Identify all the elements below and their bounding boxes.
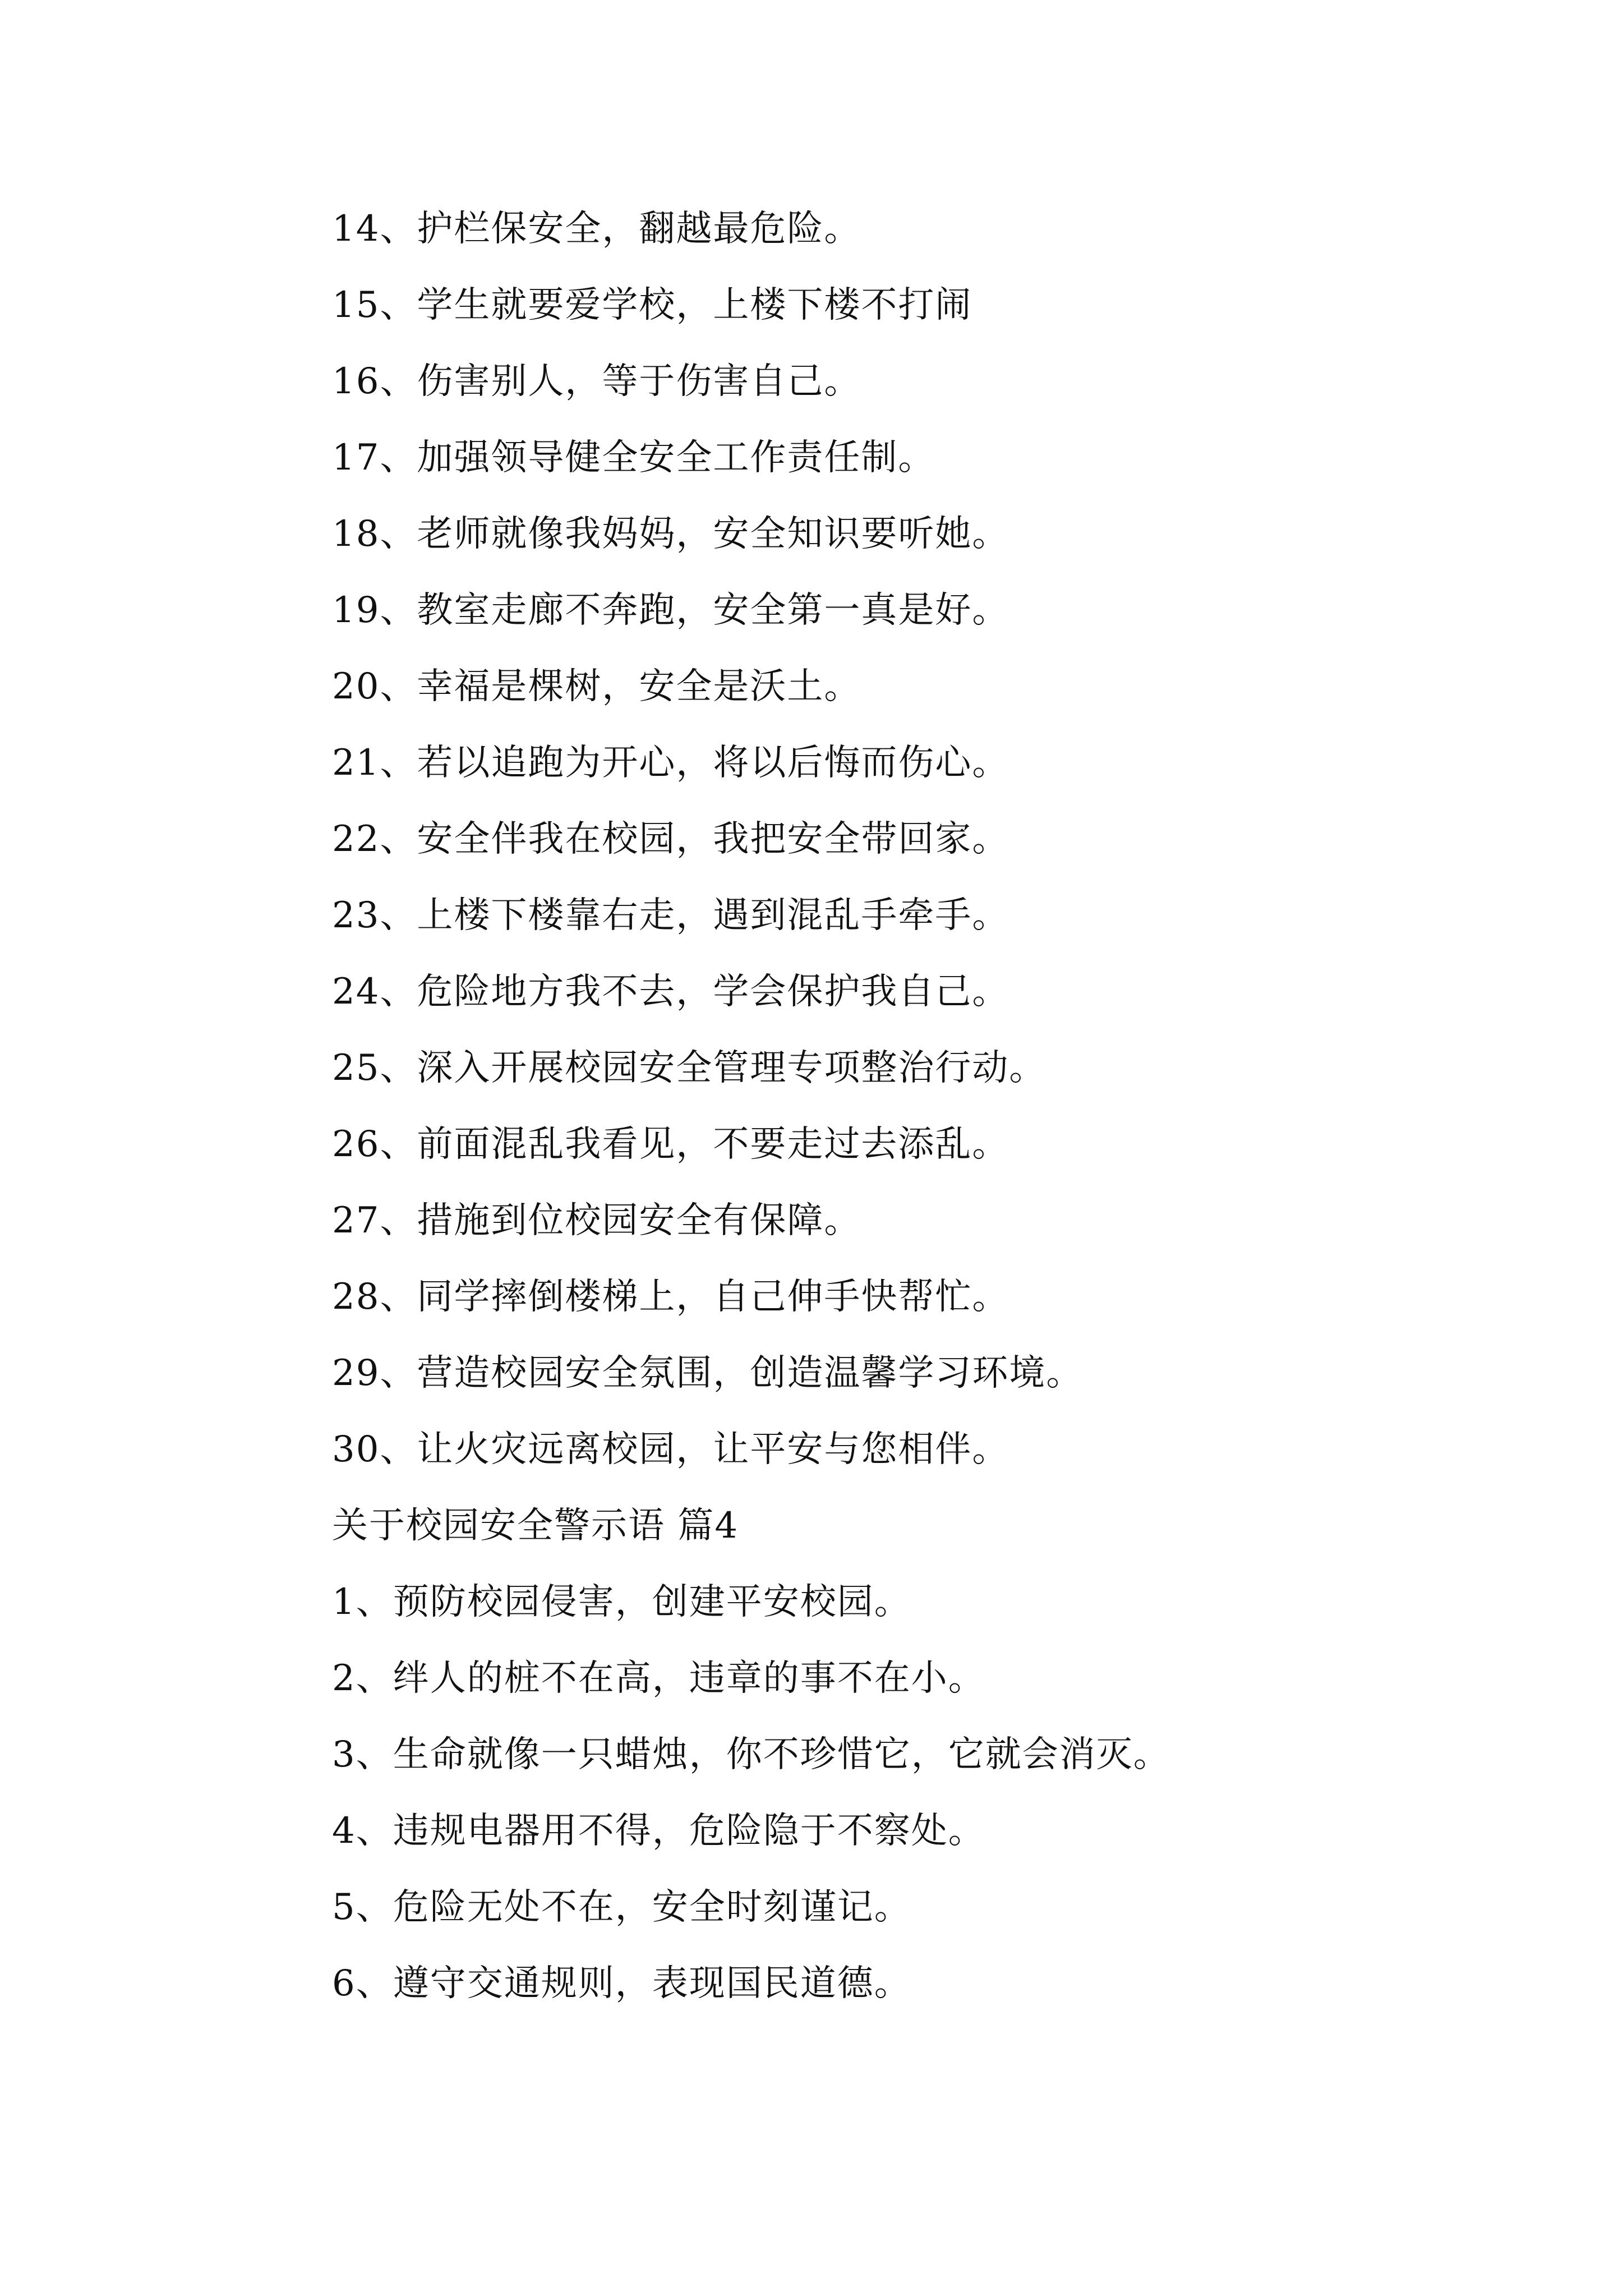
list-item-24: 24、危险地方我不去，学会保护我自己。 <box>332 971 1009 1013</box>
document-body <box>332 191 1510 2022</box>
list-item-6: 6、遵守交通规则，表现国民道德。 <box>332 1963 911 2004</box>
list-item-30: 30、让火灾远离校园，让平安与您相伴。 <box>332 1429 1009 1470</box>
section-heading: 关于校园安全警示语 篇4 <box>332 1505 739 1547</box>
list-item-26: 26、前面混乱我看见，不要走过去添乱。 <box>332 1124 1009 1165</box>
list-item-5: 5、危险无处不在，安全时刻谨记。 <box>332 1887 911 1928</box>
list-item-19: 19、教室走廊不奔跑，安全第一真是好。 <box>332 590 1009 631</box>
list-item-27: 27、措施到位校园安全有保障。 <box>332 1200 861 1241</box>
list-item-29: 29、营造校园安全氛围，创造温馨学习环境。 <box>332 1352 1083 1394</box>
list-item-14: 14、护栏保安全，翻越最危险。 <box>332 208 861 250</box>
list-item-20: 20、幸福是棵树，安全是沃土。 <box>332 666 861 707</box>
list-item-18: 18、老师就像我妈妈，安全知识要听她。 <box>332 513 1009 555</box>
list-item-1: 1、预防校园侵害，创建平安校园。 <box>332 1581 911 1623</box>
list-item-4: 4、违规电器用不得，危险隐于不察处。 <box>332 1810 985 1852</box>
list-item-28: 28、同学摔倒楼梯上，自己伸手快帮忙。 <box>332 1276 1009 1318</box>
list-item-21: 21、若以追跑为开心，将以后悔而伤心。 <box>332 742 1009 784</box>
list-item-22: 22、安全伴我在校园，我把安全带回家。 <box>332 818 1009 860</box>
list-item-17: 17、加强领导健全安全工作责任制。 <box>332 437 935 478</box>
list-item-15: 15、学生就要爱学校，上楼下楼不打闹 <box>332 284 972 326</box>
list-item-3: 3、生命就像一只蜡烛，你不珍惜它，它就会消灭。 <box>332 1734 1170 1775</box>
list-item-16: 16、伤害别人，等于伤害自己。 <box>332 361 861 402</box>
list-item-25: 25、深入开展校园安全管理专项整治行动。 <box>332 1047 1046 1089</box>
list-item-23: 23、上楼下楼靠右走，遇到混乱手牵手。 <box>332 895 1009 936</box>
list-item-2: 2、绊人的桩不在高，违章的事不在小。 <box>332 1658 985 1699</box>
